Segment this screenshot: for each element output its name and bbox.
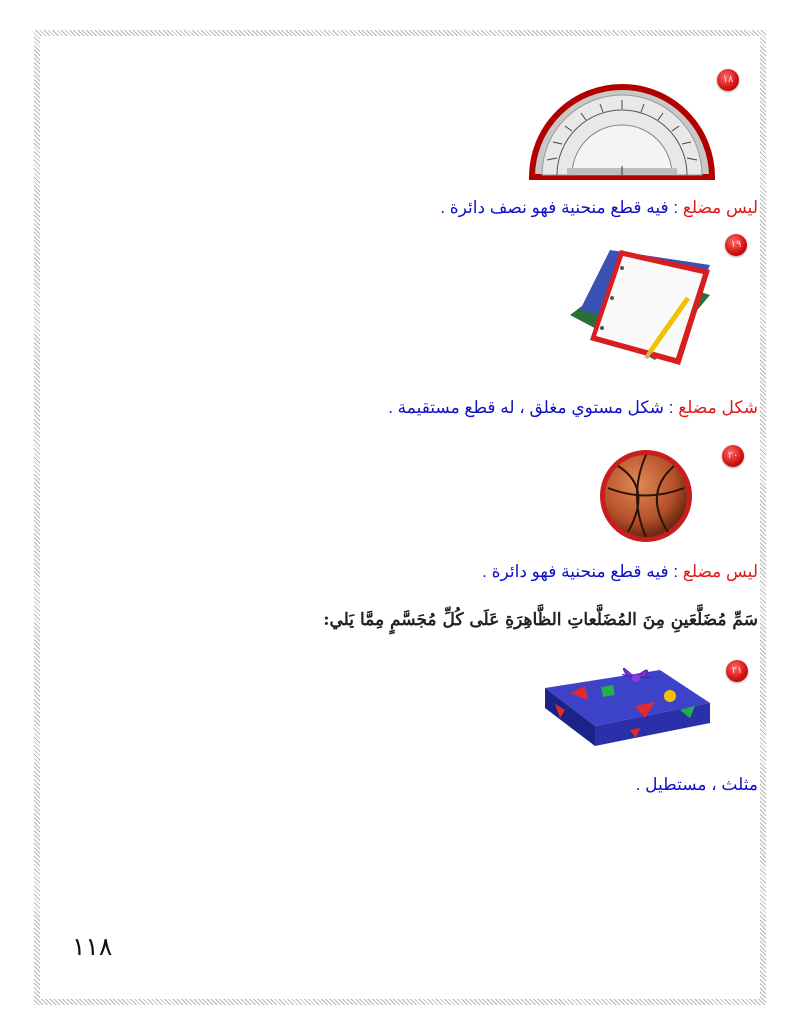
answer-label: شكل مضلع bbox=[678, 398, 758, 417]
notebook-pencil-icon bbox=[560, 240, 720, 375]
page-number: ١١٨ bbox=[72, 932, 113, 961]
answer-line bbox=[388, 398, 758, 418]
basketball-icon bbox=[598, 448, 694, 544]
exercise-number-badge: ١٩ bbox=[725, 234, 747, 256]
exercise-number-badge: ٢٠ bbox=[722, 445, 744, 467]
answer-separator: : bbox=[664, 398, 679, 417]
answer-label: ليس مضلع bbox=[682, 198, 758, 217]
answer-text: مثلث ، مستطيل . bbox=[635, 775, 758, 794]
answer-label: ليس مضلع bbox=[682, 562, 758, 581]
instruction-text: سَمِّ مُضَلَّعَينِ مِنَ المُضَلَّعاتِ الظَّاهِرَةِ عَلَى كُلِّ مُجَسَّمٍ مِمَّا يَلي: bbox=[323, 610, 758, 630]
answer-text: فيه قطع منحنية فهو نصف دائرة . bbox=[440, 198, 669, 217]
answer-separator: : bbox=[668, 198, 683, 217]
gift-box-icon bbox=[540, 658, 715, 753]
answer-text: شكل مستوي مغلق ، له قطع مستقيمة . bbox=[388, 398, 665, 417]
answer-text: فيه قطع منحنية فهو دائرة . bbox=[482, 562, 669, 581]
exercise-number-badge: ١٨ bbox=[717, 69, 739, 91]
answer-line bbox=[482, 562, 758, 582]
answer-line bbox=[440, 198, 758, 218]
protractor-icon bbox=[527, 80, 717, 182]
answer-separator: : bbox=[668, 562, 683, 581]
exercise-number-badge: ٢١ bbox=[726, 660, 748, 682]
answer-line bbox=[636, 775, 758, 795]
